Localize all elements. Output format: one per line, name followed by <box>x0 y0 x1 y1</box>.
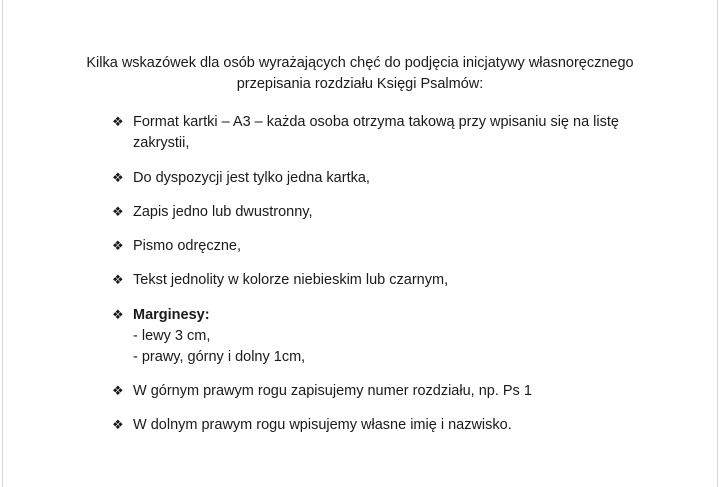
list-item-margins <box>112 305 652 368</box>
diamond-bullet-icon: ❖ <box>112 418 124 433</box>
margin-left-note: - lewy 3 cm, <box>133 328 211 344</box>
item-text-bold: Marginesy: <box>133 307 210 323</box>
item-text: Do dyspozycji jest tylko jedna kartka, <box>133 170 370 186</box>
list-item-handwriting <box>112 236 652 257</box>
item-text-line-1: Format kartki – A3 – każda osoba otrzyma takową przy wpisaniu się na listę <box>133 114 619 130</box>
item-text: W dolnym prawym rogu wpisujemy własne imię i nazwisko. <box>133 417 512 433</box>
diamond-bullet-icon: ❖ <box>112 273 124 288</box>
document-heading <box>60 53 660 95</box>
diamond-bullet-icon: ❖ <box>112 205 124 220</box>
item-text: Tekst jednolity w kolorze niebieskim lub czarnym, <box>133 272 449 288</box>
diamond-bullet-icon: ❖ <box>112 308 124 323</box>
margin-other-note: - prawy, górny i dolny 1cm, <box>133 349 306 365</box>
list-item-format <box>112 112 652 154</box>
list-item-color <box>112 270 652 291</box>
diamond-bullet-icon: ❖ <box>112 239 124 254</box>
list-item-one-card <box>112 168 652 189</box>
heading-line-2: przepisania rozdziału Księgi Psalmów: <box>236 76 484 92</box>
diamond-bullet-icon: ❖ <box>112 384 124 399</box>
item-text: Zapis jedno lub dwustronny, <box>133 204 313 220</box>
list-item-top-corner <box>112 381 652 402</box>
list-item-bottom-corner <box>112 415 652 436</box>
item-text: Pismo odręczne, <box>133 238 241 254</box>
diamond-bullet-icon: ❖ <box>112 171 124 186</box>
item-text: W górnym prawym rogu zapisujemy numer rozdziału, np. Ps 1 <box>133 383 532 399</box>
diamond-bullet-icon: ❖ <box>112 115 124 130</box>
item-text-line-2: zakrystii, <box>133 135 190 151</box>
list-item-sides <box>112 202 652 223</box>
heading-line-1: Kilka wskazówek dla osób wyrażających chęć do podjęcia inicjatywy własnoręcznego <box>86 55 634 71</box>
